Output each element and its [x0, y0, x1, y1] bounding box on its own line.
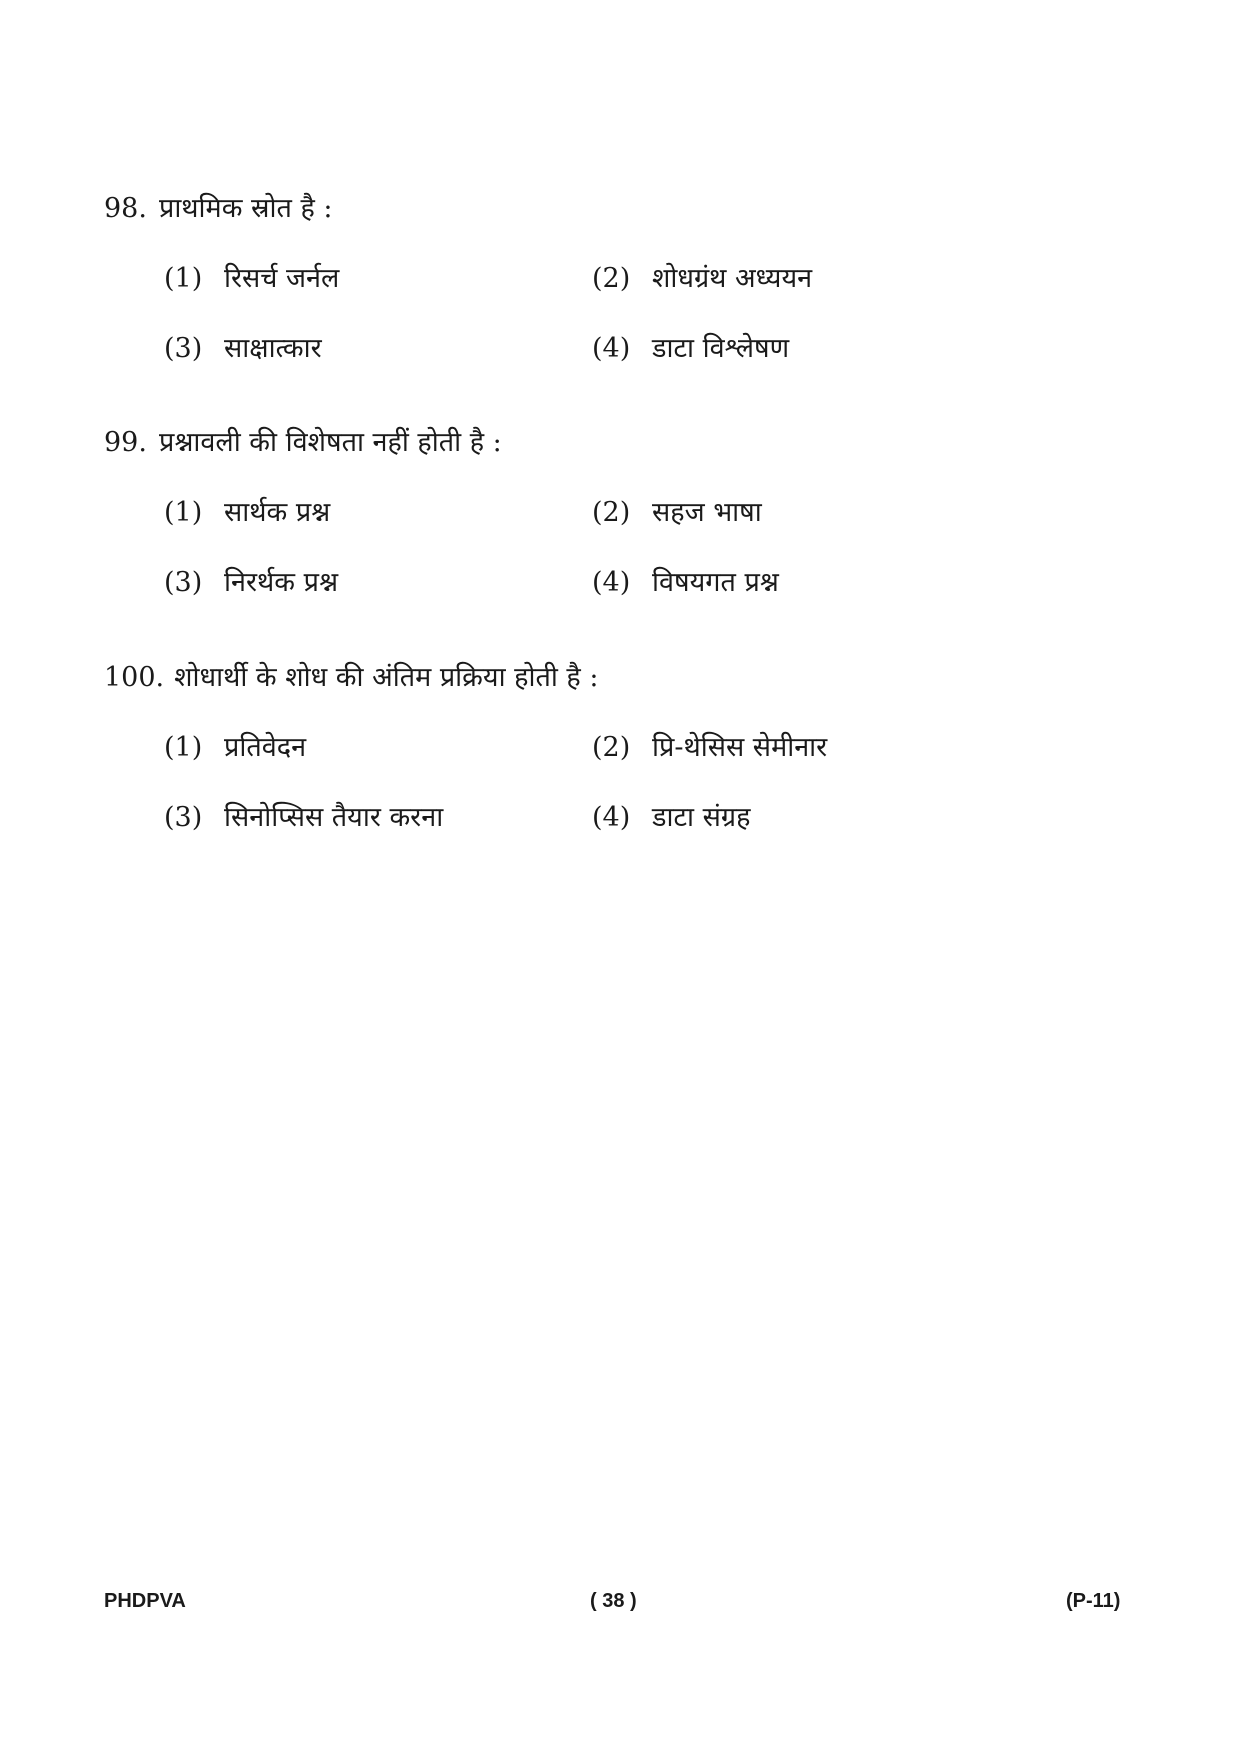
option-text: रिसर्च जर्नल	[224, 263, 340, 294]
option-4	[592, 801, 750, 835]
question-number: 100.	[104, 662, 165, 693]
option-text: प्रतिवेदन	[224, 732, 307, 763]
option-number: (4)	[592, 333, 631, 364]
option-number: (2)	[592, 732, 631, 763]
option-number: (2)	[592, 497, 631, 528]
option-1	[164, 496, 330, 530]
option-2	[592, 262, 812, 296]
option-text: निरर्थक प्रश्न	[224, 567, 339, 598]
option-3	[164, 332, 322, 366]
option-number: (4)	[592, 567, 631, 598]
option-number: (1)	[164, 732, 203, 763]
page-number: ( 38 )	[590, 1590, 637, 1612]
question-stem	[104, 192, 333, 226]
option-3	[164, 801, 443, 835]
question-text: शोधार्थी के शोध की अंतिम प्रक्रिया होती है :	[174, 662, 599, 693]
question-stem	[104, 661, 598, 695]
option-number: (3)	[164, 333, 203, 364]
question-stem	[104, 426, 502, 460]
option-text: साक्षात्कार	[224, 333, 322, 364]
option-number: (1)	[164, 497, 203, 528]
option-1	[164, 262, 339, 296]
option-number: (1)	[164, 263, 203, 294]
option-4	[592, 332, 789, 366]
question-text: प्रश्नावली की विशेषता नहीं होती है :	[158, 427, 502, 458]
option-text: प्रि-थेसिस सेमीनार	[652, 732, 828, 763]
option-text: डाटा विश्लेषण	[652, 333, 790, 364]
option-3	[164, 566, 338, 600]
question-text: प्राथमिक स्रोत है :	[158, 193, 333, 224]
paper-code: PHDPVA	[104, 1590, 186, 1612]
paper-set: (P-11)	[1066, 1590, 1121, 1612]
option-number: (3)	[164, 567, 203, 598]
option-2	[592, 731, 827, 765]
option-4	[592, 566, 779, 600]
question-number: 99.	[104, 427, 147, 458]
option-2	[592, 496, 762, 530]
option-text: सार्थक प्रश्न	[224, 497, 331, 528]
option-text: विषयगत प्रश्न	[652, 567, 779, 598]
option-text: शोधग्रंथ अध्ययन	[652, 263, 813, 294]
option-number: (3)	[164, 802, 203, 833]
option-text: डाटा संग्रह	[652, 802, 751, 833]
question-number: 98.	[104, 193, 147, 224]
option-number: (2)	[592, 263, 631, 294]
option-number: (4)	[592, 802, 631, 833]
option-1	[164, 731, 306, 765]
option-text: सिनोप्सिस तैयार करना	[224, 802, 444, 833]
option-text: सहज भाषा	[652, 497, 762, 528]
